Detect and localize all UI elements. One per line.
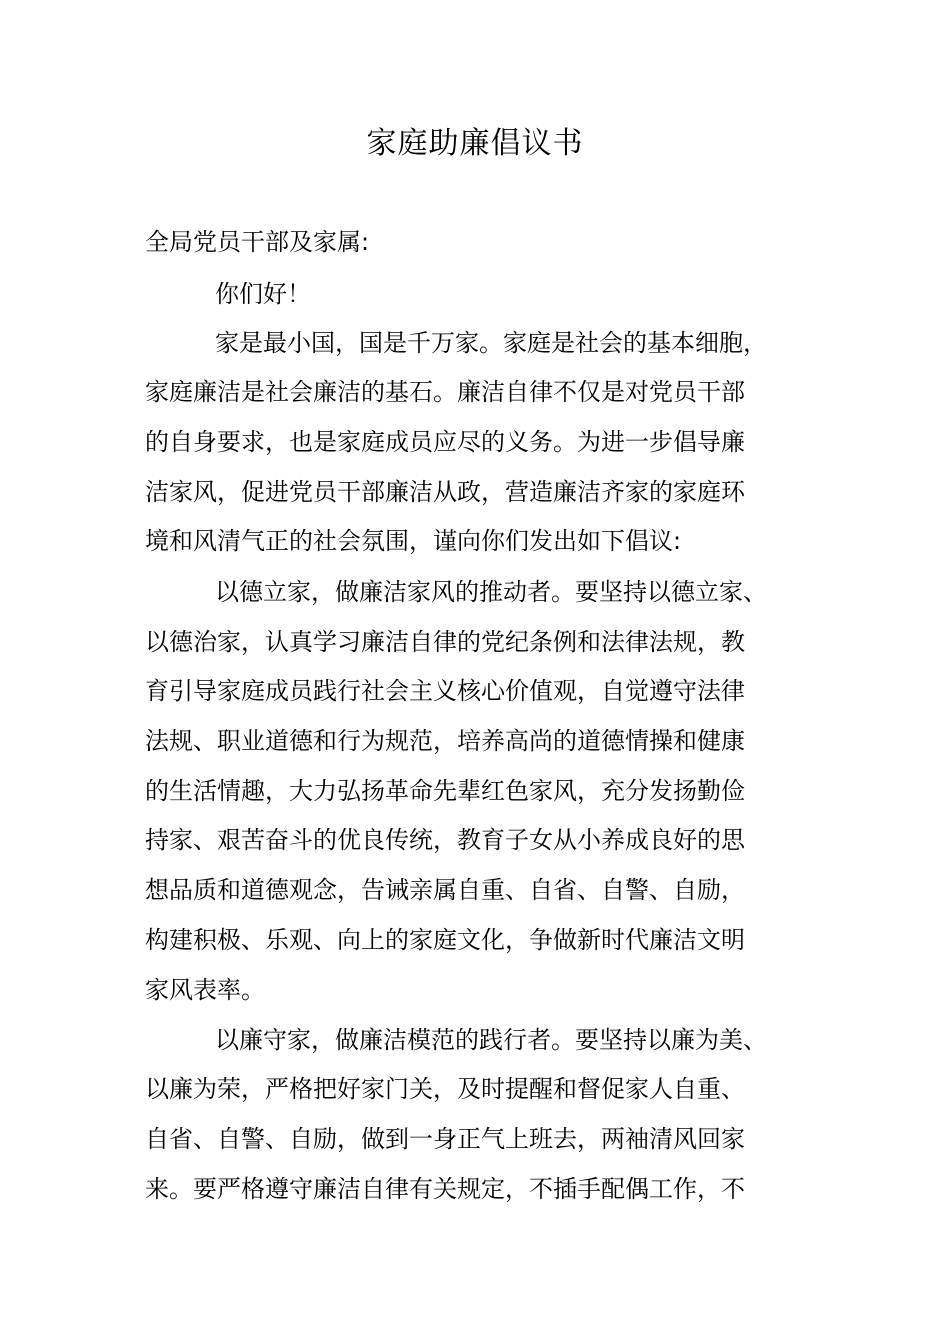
paragraph-line: 境和风清气正的社会氛围，谨向你们发出如下倡议: (145, 527, 682, 555)
paragraph-line: 的生活情趣，大力弘扬革命先辈红色家风，充分发扬勤俭 (145, 777, 745, 805)
paragraph-line: 构建积极、乐观、向上的家庭文化，争做新时代廉洁文明 (145, 926, 745, 954)
paragraph-line: 育引导家庭成员践行社会主义核心价值观，自觉遵守法律 (145, 677, 745, 705)
paragraph-line: 自省、自警、自励，做到一身正气上班去，两袖清风回家 (145, 1125, 745, 1153)
paragraph-line: 以德立家，做廉洁家风的推动者。要坚持以德立家、 (215, 578, 767, 606)
paragraph-line: 法规、职业道德和行为规范，培养高尚的道德情操和健康 (145, 727, 745, 755)
paragraph-line: 持家、艰苦奋斗的优良传统，教育子女从小养成良好的思 (145, 826, 745, 854)
greeting: 你们好！ (215, 280, 311, 308)
paragraph-line: 以廉为荣，严格把好家门关，及时提醒和督促家人自重、 (145, 1075, 745, 1103)
paragraph-line: 洁家风，促进党员干部廉洁从政，营造廉洁齐家的家庭环 (145, 478, 745, 506)
paragraph-line: 家是最小国，国是千万家。家庭是社会的基本细胞， (215, 329, 767, 357)
salutation: 全局党员干部及家属: (145, 228, 370, 256)
document-title: 家庭助廉倡议书 (366, 126, 584, 161)
paragraph-line: 以德治家，认真学习廉洁自律的党纪条例和法律法规，教 (145, 628, 745, 656)
paragraph-line: 以廉守家，做廉洁模范的践行者。要坚持以廉为美、 (215, 1026, 767, 1054)
paragraph-line: 家庭廉洁是社会廉洁的基石。廉洁自律不仅是对党员干部 (145, 378, 745, 406)
paragraph-line: 家风表率。 (145, 976, 265, 1004)
paragraph-line: 的自身要求，也是家庭成员应尽的义务。为进一步倡导廉 (145, 428, 745, 456)
paragraph-line: 来。要严格遵守廉洁自律有关规定，不插手配偶工作，不 (145, 1175, 745, 1203)
paragraph-line: 想品质和道德观念，告诫亲属自重、自省、自警、自励， (145, 876, 745, 904)
